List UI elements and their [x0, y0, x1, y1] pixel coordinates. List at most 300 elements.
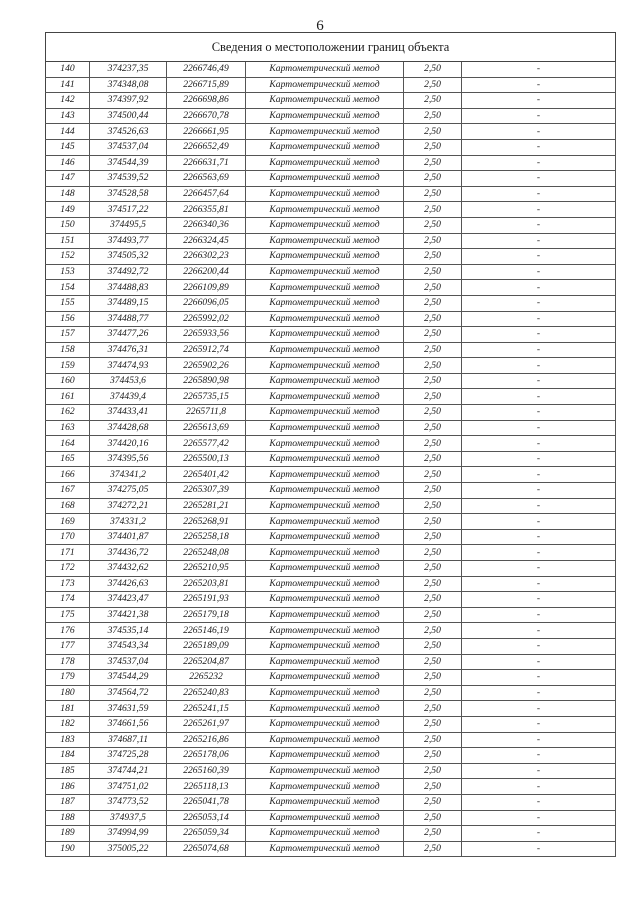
table-body [46, 62, 616, 857]
coordinate-y-cell: 2265053,14 [167, 810, 246, 826]
accuracy-cell: 2,50 [404, 171, 462, 187]
coordinate-y-cell: 2266355,81 [167, 202, 246, 218]
coordinate-y-cell: 2265711,8 [167, 405, 246, 421]
coordinate-y-cell: 2265216,86 [167, 732, 246, 748]
accuracy-cell: 2,50 [404, 280, 462, 296]
accuracy-cell: 2,50 [404, 483, 462, 499]
coordinate-y-cell: 2265735,15 [167, 389, 246, 405]
coordinate-x-cell: 374488,83 [90, 280, 167, 296]
accuracy-cell: 2,50 [404, 545, 462, 561]
table-row [46, 794, 616, 810]
table-row [46, 451, 616, 467]
coordinate-y-cell: 2266631,71 [167, 155, 246, 171]
coordinate-x-cell: 374453,6 [90, 373, 167, 389]
method-cell: Картометрический метод [246, 405, 404, 421]
table-row [46, 529, 616, 545]
note-cell: - [462, 545, 616, 561]
coordinate-y-cell: 2266652,49 [167, 139, 246, 155]
method-cell: Картометрический метод [246, 186, 404, 202]
point-number-cell: 184 [46, 748, 90, 764]
coordinate-x-cell: 374436,72 [90, 545, 167, 561]
coordinate-y-cell: 2266109,89 [167, 280, 246, 296]
accuracy-cell: 2,50 [404, 841, 462, 857]
table-row [46, 311, 616, 327]
coordinate-x-cell: 374477,26 [90, 327, 167, 343]
accuracy-cell: 2,50 [404, 654, 462, 670]
accuracy-cell: 2,50 [404, 155, 462, 171]
accuracy-cell: 2,50 [404, 779, 462, 795]
accuracy-cell: 2,50 [404, 373, 462, 389]
table-row [46, 108, 616, 124]
note-cell: - [462, 108, 616, 124]
method-cell: Картометрический метод [246, 685, 404, 701]
accuracy-cell: 2,50 [404, 794, 462, 810]
method-cell: Картометрический метод [246, 217, 404, 233]
coordinate-x-cell: 374495,5 [90, 217, 167, 233]
point-number-cell: 178 [46, 654, 90, 670]
point-number-cell: 159 [46, 358, 90, 374]
coordinate-y-cell: 2265261,97 [167, 716, 246, 732]
point-number-cell: 182 [46, 716, 90, 732]
method-cell: Картометрический метод [246, 202, 404, 218]
coordinate-x-cell: 374331,2 [90, 514, 167, 530]
table-row [46, 264, 616, 280]
coordinate-x-cell: 374937,5 [90, 810, 167, 826]
coordinate-x-cell: 374420,16 [90, 436, 167, 452]
point-number-cell: 171 [46, 545, 90, 561]
coordinate-x-cell: 374500,44 [90, 108, 167, 124]
accuracy-cell: 2,50 [404, 748, 462, 764]
point-number-cell: 160 [46, 373, 90, 389]
method-cell: Картометрический метод [246, 311, 404, 327]
note-cell: - [462, 498, 616, 514]
table-row [46, 155, 616, 171]
point-number-cell: 153 [46, 264, 90, 280]
coordinate-y-cell: 2265268,91 [167, 514, 246, 530]
point-number-cell: 167 [46, 483, 90, 499]
note-cell: - [462, 295, 616, 311]
accuracy-cell: 2,50 [404, 77, 462, 93]
method-cell: Картометрический метод [246, 701, 404, 717]
point-number-cell: 148 [46, 186, 90, 202]
method-cell: Картометрический метод [246, 249, 404, 265]
coordinate-y-cell: 2265204,87 [167, 654, 246, 670]
table-row [46, 405, 616, 421]
coordinate-y-cell: 2265146,19 [167, 623, 246, 639]
note-cell: - [462, 670, 616, 686]
point-number-cell: 177 [46, 638, 90, 654]
table-title-row [46, 33, 616, 62]
note-cell: - [462, 342, 616, 358]
coordinate-y-cell: 2265041,78 [167, 794, 246, 810]
coordinate-x-cell: 374401,87 [90, 529, 167, 545]
coordinate-x-cell: 374237,35 [90, 62, 167, 78]
table-row [46, 420, 616, 436]
coordinate-y-cell: 2266302,23 [167, 249, 246, 265]
method-cell: Картометрический метод [246, 748, 404, 764]
note-cell: - [462, 389, 616, 405]
table-row [46, 93, 616, 109]
method-cell: Картометрический метод [246, 841, 404, 857]
table-row [46, 638, 616, 654]
method-cell: Картометрический метод [246, 108, 404, 124]
coordinate-x-cell: 374433,41 [90, 405, 167, 421]
accuracy-cell: 2,50 [404, 498, 462, 514]
accuracy-cell: 2,50 [404, 358, 462, 374]
note-cell: - [462, 467, 616, 483]
note-cell: - [462, 405, 616, 421]
point-number-cell: 185 [46, 763, 90, 779]
accuracy-cell: 2,50 [404, 592, 462, 608]
method-cell: Картометрический метод [246, 779, 404, 795]
table-row [46, 327, 616, 343]
point-number-cell: 170 [46, 529, 90, 545]
method-cell: Картометрический метод [246, 171, 404, 187]
method-cell: Картометрический метод [246, 623, 404, 639]
coordinate-y-cell: 2266324,45 [167, 233, 246, 249]
point-number-cell: 186 [46, 779, 90, 795]
point-number-cell: 147 [46, 171, 90, 187]
table-title: Сведения о местоположении границ объекта [46, 33, 616, 62]
coordinate-x-cell: 374517,22 [90, 202, 167, 218]
note-cell: - [462, 186, 616, 202]
method-cell: Картометрический метод [246, 732, 404, 748]
point-number-cell: 166 [46, 467, 90, 483]
coordinate-y-cell: 2265992,02 [167, 311, 246, 327]
coordinate-x-cell: 374526,63 [90, 124, 167, 140]
accuracy-cell: 2,50 [404, 405, 462, 421]
coordinate-y-cell: 2265307,39 [167, 483, 246, 499]
coordinate-x-cell: 374544,29 [90, 670, 167, 686]
note-cell: - [462, 748, 616, 764]
note-cell: - [462, 436, 616, 452]
coordinate-y-cell: 2265902,26 [167, 358, 246, 374]
coordinate-y-cell: 2266715,89 [167, 77, 246, 93]
accuracy-cell: 2,50 [404, 420, 462, 436]
table-row [46, 467, 616, 483]
note-cell: - [462, 77, 616, 93]
coordinate-x-cell: 374631,59 [90, 701, 167, 717]
method-cell: Картометрический метод [246, 826, 404, 842]
method-cell: Картометрический метод [246, 794, 404, 810]
note-cell: - [462, 685, 616, 701]
table-row [46, 186, 616, 202]
accuracy-cell: 2,50 [404, 124, 462, 140]
method-cell: Картометрический метод [246, 467, 404, 483]
point-number-cell: 150 [46, 217, 90, 233]
note-cell: - [462, 217, 616, 233]
coordinate-x-cell: 374272,21 [90, 498, 167, 514]
accuracy-cell: 2,50 [404, 670, 462, 686]
note-cell: - [462, 623, 616, 639]
coordinate-y-cell: 2265074,68 [167, 841, 246, 857]
point-number-cell: 145 [46, 139, 90, 155]
point-number-cell: 163 [46, 420, 90, 436]
coordinate-x-cell: 374397,92 [90, 93, 167, 109]
table-row [46, 826, 616, 842]
coordinate-x-cell: 374535,14 [90, 623, 167, 639]
note-cell: - [462, 311, 616, 327]
point-number-cell: 152 [46, 249, 90, 265]
accuracy-cell: 2,50 [404, 264, 462, 280]
coordinate-x-cell: 374528,58 [90, 186, 167, 202]
table-row [46, 124, 616, 140]
coordinate-y-cell: 2266698,86 [167, 93, 246, 109]
point-number-cell: 141 [46, 77, 90, 93]
note-cell: - [462, 62, 616, 78]
coordinate-y-cell: 2266563,69 [167, 171, 246, 187]
coordinate-x-cell: 374489,15 [90, 295, 167, 311]
method-cell: Картометрический метод [246, 483, 404, 499]
point-number-cell: 143 [46, 108, 90, 124]
method-cell: Картометрический метод [246, 264, 404, 280]
note-cell: - [462, 794, 616, 810]
point-number-cell: 158 [46, 342, 90, 358]
accuracy-cell: 2,50 [404, 763, 462, 779]
method-cell: Картометрический метод [246, 607, 404, 623]
accuracy-cell: 2,50 [404, 436, 462, 452]
coordinate-x-cell: 374341,2 [90, 467, 167, 483]
method-cell: Картометрический метод [246, 327, 404, 343]
coordinate-x-cell: 374474,93 [90, 358, 167, 374]
note-cell: - [462, 529, 616, 545]
point-number-cell: 179 [46, 670, 90, 686]
coordinate-y-cell: 2266340,36 [167, 217, 246, 233]
point-number-cell: 146 [46, 155, 90, 171]
point-number-cell: 164 [46, 436, 90, 452]
method-cell: Картометрический метод [246, 93, 404, 109]
table-row [46, 295, 616, 311]
point-number-cell: 190 [46, 841, 90, 857]
note-cell: - [462, 701, 616, 717]
table-row [46, 623, 616, 639]
table-row [46, 171, 616, 187]
table-row [46, 358, 616, 374]
point-number-cell: 175 [46, 607, 90, 623]
accuracy-cell: 2,50 [404, 342, 462, 358]
method-cell: Картометрический метод [246, 763, 404, 779]
table-row [46, 654, 616, 670]
coordinate-x-cell: 374428,68 [90, 420, 167, 436]
note-cell: - [462, 420, 616, 436]
coordinate-y-cell: 2265248,08 [167, 545, 246, 561]
table-row [46, 685, 616, 701]
accuracy-cell: 2,50 [404, 233, 462, 249]
note-cell: - [462, 139, 616, 155]
coordinate-x-cell: 374432,62 [90, 561, 167, 577]
point-number-cell: 155 [46, 295, 90, 311]
coordinate-x-cell: 374744,21 [90, 763, 167, 779]
point-number-cell: 142 [46, 93, 90, 109]
point-number-cell: 187 [46, 794, 90, 810]
method-cell: Картометрический метод [246, 420, 404, 436]
point-number-cell: 180 [46, 685, 90, 701]
method-cell: Картометрический метод [246, 358, 404, 374]
point-number-cell: 172 [46, 561, 90, 577]
coordinate-x-cell: 374426,63 [90, 576, 167, 592]
note-cell: - [462, 264, 616, 280]
table-row [46, 748, 616, 764]
note-cell: - [462, 233, 616, 249]
coordinate-x-cell: 374544,39 [90, 155, 167, 171]
coordinate-x-cell: 374439,4 [90, 389, 167, 405]
accuracy-cell: 2,50 [404, 623, 462, 639]
note-cell: - [462, 327, 616, 343]
note-cell: - [462, 732, 616, 748]
coordinate-x-cell: 374395,56 [90, 451, 167, 467]
note-cell: - [462, 249, 616, 265]
point-number-cell: 151 [46, 233, 90, 249]
method-cell: Картометрический метод [246, 545, 404, 561]
table-row [46, 732, 616, 748]
accuracy-cell: 2,50 [404, 108, 462, 124]
coordinate-y-cell: 2265189,09 [167, 638, 246, 654]
table-row [46, 373, 616, 389]
coordinate-x-cell: 374348,08 [90, 77, 167, 93]
method-cell: Картометрический метод [246, 124, 404, 140]
point-number-cell: 165 [46, 451, 90, 467]
coordinate-x-cell: 374423,47 [90, 592, 167, 608]
note-cell: - [462, 779, 616, 795]
method-cell: Картометрический метод [246, 514, 404, 530]
coordinate-x-cell: 375005,22 [90, 841, 167, 857]
method-cell: Картометрический метод [246, 451, 404, 467]
coordinate-x-cell: 374476,31 [90, 342, 167, 358]
table-row [46, 249, 616, 265]
table-row [46, 561, 616, 577]
table-row [46, 77, 616, 93]
note-cell: - [462, 483, 616, 499]
coordinate-x-cell: 374564,72 [90, 685, 167, 701]
table-row [46, 202, 616, 218]
coordinate-y-cell: 2265933,56 [167, 327, 246, 343]
point-number-cell: 154 [46, 280, 90, 296]
coordinate-x-cell: 374994,99 [90, 826, 167, 842]
coordinate-y-cell: 2265401,42 [167, 467, 246, 483]
method-cell: Картометрический метод [246, 389, 404, 405]
note-cell: - [462, 358, 616, 374]
accuracy-cell: 2,50 [404, 607, 462, 623]
note-cell: - [462, 93, 616, 109]
accuracy-cell: 2,50 [404, 217, 462, 233]
accuracy-cell: 2,50 [404, 186, 462, 202]
coordinate-y-cell: 2265613,69 [167, 420, 246, 436]
note-cell: - [462, 826, 616, 842]
coordinate-x-cell: 374687,11 [90, 732, 167, 748]
table-row [46, 62, 616, 78]
method-cell: Картометрический метод [246, 529, 404, 545]
coordinate-y-cell: 2265500,13 [167, 451, 246, 467]
point-number-cell: 174 [46, 592, 90, 608]
method-cell: Картометрический метод [246, 638, 404, 654]
accuracy-cell: 2,50 [404, 327, 462, 343]
method-cell: Картометрический метод [246, 155, 404, 171]
accuracy-cell: 2,50 [404, 732, 462, 748]
table-row [46, 592, 616, 608]
note-cell: - [462, 202, 616, 218]
point-number-cell: 173 [46, 576, 90, 592]
coordinate-y-cell: 2265258,18 [167, 529, 246, 545]
table-row [46, 841, 616, 857]
method-cell: Картометрический метод [246, 810, 404, 826]
coordinate-y-cell: 2265232 [167, 670, 246, 686]
note-cell: - [462, 592, 616, 608]
page-number: 6 [316, 18, 324, 34]
note-cell: - [462, 373, 616, 389]
table-row [46, 483, 616, 499]
accuracy-cell: 2,50 [404, 202, 462, 218]
note-cell: - [462, 763, 616, 779]
accuracy-cell: 2,50 [404, 685, 462, 701]
coordinate-y-cell: 2265890,98 [167, 373, 246, 389]
accuracy-cell: 2,50 [404, 638, 462, 654]
accuracy-cell: 2,50 [404, 529, 462, 545]
accuracy-cell: 2,50 [404, 93, 462, 109]
note-cell: - [462, 451, 616, 467]
accuracy-cell: 2,50 [404, 716, 462, 732]
table-row [46, 779, 616, 795]
coordinate-y-cell: 2266670,78 [167, 108, 246, 124]
point-number-cell: 144 [46, 124, 90, 140]
coordinate-y-cell: 2265059,34 [167, 826, 246, 842]
coordinate-y-cell: 2266661,95 [167, 124, 246, 140]
point-number-cell: 188 [46, 810, 90, 826]
method-cell: Картометрический метод [246, 77, 404, 93]
coordinate-x-cell: 374751,02 [90, 779, 167, 795]
method-cell: Картометрический метод [246, 139, 404, 155]
note-cell: - [462, 576, 616, 592]
table-row [46, 810, 616, 826]
coordinate-y-cell: 2265240,83 [167, 685, 246, 701]
coordinate-x-cell: 374537,04 [90, 139, 167, 155]
note-cell: - [462, 124, 616, 140]
coordinate-x-cell: 374543,34 [90, 638, 167, 654]
coordinate-y-cell: 2266096,05 [167, 295, 246, 311]
coordinate-y-cell: 2265179,18 [167, 607, 246, 623]
coordinate-y-cell: 2265160,39 [167, 763, 246, 779]
coordinate-y-cell: 2266200,44 [167, 264, 246, 280]
point-number-cell: 161 [46, 389, 90, 405]
coordinate-x-cell: 374275,05 [90, 483, 167, 499]
point-number-cell: 149 [46, 202, 90, 218]
note-cell: - [462, 638, 616, 654]
method-cell: Картометрический метод [246, 716, 404, 732]
coordinate-y-cell: 2265203,81 [167, 576, 246, 592]
table-row [46, 545, 616, 561]
boundary-coordinates-table [45, 32, 616, 857]
coordinate-y-cell: 2265210,95 [167, 561, 246, 577]
method-cell: Картометрический метод [246, 342, 404, 358]
coordinate-y-cell: 2266746,49 [167, 62, 246, 78]
note-cell: - [462, 841, 616, 857]
accuracy-cell: 2,50 [404, 514, 462, 530]
coordinate-x-cell: 374661,56 [90, 716, 167, 732]
method-cell: Картометрический метод [246, 233, 404, 249]
note-cell: - [462, 171, 616, 187]
coordinate-x-cell: 374505,32 [90, 249, 167, 265]
coordinate-x-cell: 374493,77 [90, 233, 167, 249]
accuracy-cell: 2,50 [404, 295, 462, 311]
note-cell: - [462, 716, 616, 732]
method-cell: Картометрический метод [246, 280, 404, 296]
coordinate-y-cell: 2265118,13 [167, 779, 246, 795]
coordinate-y-cell: 2265178,06 [167, 748, 246, 764]
accuracy-cell: 2,50 [404, 62, 462, 78]
coordinate-x-cell: 374539,52 [90, 171, 167, 187]
table-row [46, 389, 616, 405]
note-cell: - [462, 155, 616, 171]
method-cell: Картометрический метод [246, 592, 404, 608]
